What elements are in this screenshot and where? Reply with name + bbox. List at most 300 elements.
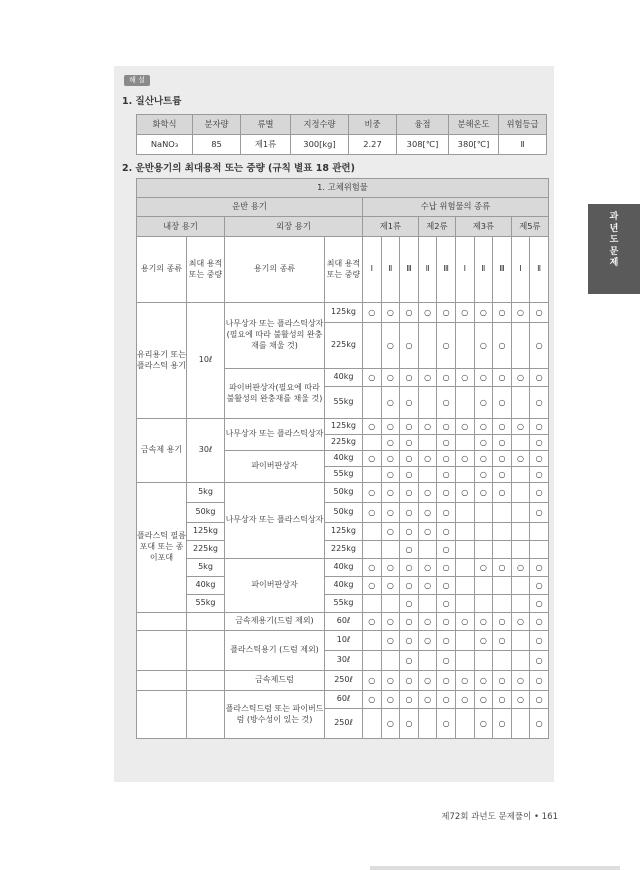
- properties-data-row: [137, 135, 547, 155]
- allowed-mark-cell: ○: [381, 559, 400, 577]
- container-row: [137, 631, 549, 651]
- allowed-mark-cell: [418, 541, 437, 559]
- allowed-mark-cell: ○: [381, 419, 400, 435]
- allowed-mark-cell: ○: [493, 613, 512, 631]
- transport-container-header: 운반 용기: [137, 198, 363, 217]
- allowed-mark-cell: [511, 387, 530, 419]
- header-cell: 융점: [397, 115, 449, 135]
- allowed-mark-cell: ○: [418, 483, 437, 503]
- allowed-mark-cell: [530, 523, 549, 541]
- allowed-mark-cell: ○: [400, 387, 419, 419]
- allowed-mark-cell: [418, 595, 437, 613]
- allowed-mark-cell: ○: [530, 595, 549, 613]
- allowed-mark-cell: ○: [363, 559, 382, 577]
- allowed-mark-cell: [418, 435, 437, 451]
- section-tab-label: 과 년 도 문 제: [609, 212, 619, 268]
- allowed-mark-cell: ○: [400, 541, 419, 559]
- allowed-mark-cell: ○: [493, 323, 512, 369]
- allowed-mark-cell: ○: [381, 369, 400, 387]
- allowed-mark-cell: ○: [530, 419, 549, 435]
- allowed-mark-cell: ○: [437, 709, 456, 739]
- cell: 85: [193, 135, 241, 155]
- allowed-mark-cell: [530, 541, 549, 559]
- allowed-mark-cell: ○: [400, 651, 419, 671]
- allowed-mark-cell: [493, 503, 512, 523]
- allowed-mark-cell: ○: [474, 369, 493, 387]
- allowed-mark-cell: ○: [455, 451, 474, 467]
- grade-header: Ⅰ: [511, 237, 530, 303]
- outer-capacity: 125kg: [325, 303, 363, 323]
- allowed-mark-cell: ○: [530, 467, 549, 483]
- allowed-mark-cell: [493, 541, 512, 559]
- allowed-mark-cell: ○: [418, 671, 437, 691]
- inner-capacity: 225kg: [187, 541, 225, 559]
- allowed-mark-cell: ○: [400, 369, 419, 387]
- grade-header: Ⅰ: [363, 237, 382, 303]
- allowed-mark-cell: ○: [418, 369, 437, 387]
- allowed-mark-cell: ○: [474, 691, 493, 709]
- allowed-mark-cell: ○: [381, 303, 400, 323]
- allowed-mark-cell: ○: [530, 691, 549, 709]
- allowed-mark-cell: ○: [400, 577, 419, 595]
- allowed-mark-cell: [418, 467, 437, 483]
- outer-capacity: 250ℓ: [325, 709, 363, 739]
- allowed-mark-cell: ○: [437, 303, 456, 323]
- allowed-mark-cell: ○: [530, 369, 549, 387]
- section-tab: [588, 204, 640, 294]
- allowed-mark-cell: ○: [474, 613, 493, 631]
- inner-kind: 금속제 용기: [137, 419, 187, 483]
- outer-capacity: 30ℓ: [325, 651, 363, 671]
- container-table: [136, 178, 549, 739]
- outer-kind-header: 용기의 종류: [225, 237, 325, 303]
- header-cell: 위험등급: [499, 115, 547, 135]
- allowed-mark-cell: ○: [511, 559, 530, 577]
- container-row: [137, 523, 549, 541]
- allowed-mark-cell: ○: [381, 467, 400, 483]
- allowed-mark-cell: ○: [363, 691, 382, 709]
- allowed-mark-cell: ○: [381, 435, 400, 451]
- inner-capacity: 5kg: [187, 483, 225, 503]
- allowed-mark-cell: [363, 467, 382, 483]
- allowed-mark-cell: [418, 323, 437, 369]
- allowed-mark-cell: [455, 559, 474, 577]
- properties-table: [136, 114, 547, 155]
- allowed-mark-cell: ○: [363, 303, 382, 323]
- outer-capacity: 40kg: [325, 577, 363, 595]
- outer-capacity: 40kg: [325, 369, 363, 387]
- allowed-mark-cell: [455, 387, 474, 419]
- allowed-mark-cell: [474, 577, 493, 595]
- solution-badge: 해 설: [124, 75, 150, 86]
- grade-header: Ⅱ: [381, 237, 400, 303]
- allowed-mark-cell: ○: [474, 467, 493, 483]
- allowed-mark-cell: ○: [493, 451, 512, 467]
- allowed-mark-cell: ○: [418, 451, 437, 467]
- allowed-mark-cell: [363, 651, 382, 671]
- allowed-mark-cell: ○: [381, 691, 400, 709]
- inner-max-header: 최대 용적 또는 중량: [187, 237, 225, 303]
- allowed-mark-cell: ○: [474, 387, 493, 419]
- outer-capacity: 55kg: [325, 387, 363, 419]
- allowed-mark-cell: ○: [437, 387, 456, 419]
- empty-cell: [137, 631, 187, 671]
- outer-kind: 금속제드럼: [225, 671, 325, 691]
- allowed-mark-cell: [511, 595, 530, 613]
- allowed-mark-cell: [363, 523, 382, 541]
- allowed-mark-cell: ○: [400, 595, 419, 613]
- allowed-mark-cell: ○: [418, 631, 437, 651]
- class-2-header: 제2류: [418, 217, 455, 237]
- allowed-mark-cell: ○: [493, 369, 512, 387]
- allowed-mark-cell: ○: [437, 419, 456, 435]
- allowed-mark-cell: [511, 651, 530, 671]
- header-cell: 류별: [241, 115, 291, 135]
- allowed-mark-cell: [363, 631, 382, 651]
- grade-header: Ⅲ: [493, 237, 512, 303]
- allowed-mark-cell: [381, 595, 400, 613]
- allowed-mark-cell: ○: [381, 483, 400, 503]
- allowed-mark-cell: ○: [400, 467, 419, 483]
- allowed-mark-cell: ○: [530, 451, 549, 467]
- class-3-header: 제3류: [455, 217, 511, 237]
- allowed-mark-cell: [418, 651, 437, 671]
- allowed-mark-cell: [474, 503, 493, 523]
- inner-kind: 유리용기 또는 플라스틱 용기: [137, 303, 187, 419]
- allowed-mark-cell: ○: [437, 595, 456, 613]
- allowed-mark-cell: ○: [530, 303, 549, 323]
- allowed-mark-cell: ○: [530, 483, 549, 503]
- allowed-mark-cell: ○: [474, 631, 493, 651]
- allowed-mark-cell: [511, 435, 530, 451]
- allowed-mark-cell: [455, 595, 474, 613]
- outer-kind: 나무상자 또는 플라스틱상자(필요에 따라 불활성의 완충재를 채울 것): [225, 303, 325, 369]
- header-cell: 분자량: [193, 115, 241, 135]
- allowed-mark-cell: [493, 577, 512, 595]
- allowed-mark-cell: ○: [363, 369, 382, 387]
- allowed-mark-cell: ○: [400, 559, 419, 577]
- cell: 380[℃]: [449, 135, 499, 155]
- allowed-mark-cell: ○: [381, 503, 400, 523]
- allowed-mark-cell: [363, 435, 382, 451]
- inner-capacity: 55kg: [187, 595, 225, 613]
- allowed-mark-cell: ○: [455, 671, 474, 691]
- allowed-mark-cell: ○: [530, 323, 549, 369]
- allowed-mark-cell: [455, 577, 474, 595]
- inner-kind-header: 용기의 종류: [137, 237, 187, 303]
- allowed-mark-cell: ○: [474, 419, 493, 435]
- cell: Ⅱ: [499, 135, 547, 155]
- container-row: [137, 595, 549, 613]
- outer-capacity: 40kg: [325, 451, 363, 467]
- allowed-mark-cell: ○: [474, 435, 493, 451]
- header-cell: 지정수량: [291, 115, 349, 135]
- allowed-mark-cell: ○: [511, 691, 530, 709]
- allowed-mark-cell: ○: [530, 651, 549, 671]
- hazard-class-header: 수납 위험물의 종류: [363, 198, 549, 217]
- allowed-mark-cell: ○: [530, 613, 549, 631]
- grade-header: Ⅲ: [400, 237, 419, 303]
- allowed-mark-cell: [455, 503, 474, 523]
- allowed-mark-cell: ○: [400, 671, 419, 691]
- allowed-mark-cell: ○: [474, 671, 493, 691]
- inner-capacity: 125kg: [187, 523, 225, 541]
- allowed-mark-cell: ○: [530, 631, 549, 651]
- table-title-row: [137, 179, 549, 198]
- allowed-mark-cell: ○: [493, 691, 512, 709]
- header-cell: 분해온도: [449, 115, 499, 135]
- allowed-mark-cell: ○: [493, 387, 512, 419]
- allowed-mark-cell: ○: [493, 419, 512, 435]
- allowed-mark-cell: [418, 709, 437, 739]
- allowed-mark-cell: [511, 503, 530, 523]
- outer-capacity: 50kg: [325, 503, 363, 523]
- outer-capacity: 225kg: [325, 435, 363, 451]
- outer-capacity: 55kg: [325, 595, 363, 613]
- allowed-mark-cell: ○: [493, 631, 512, 651]
- class-5-header: 제5류: [511, 217, 548, 237]
- cell: 300[kg]: [291, 135, 349, 155]
- inner-kind: 플라스틱 필름포대 또는 종이포대: [137, 483, 187, 613]
- allowed-mark-cell: ○: [363, 503, 382, 523]
- allowed-mark-cell: [455, 323, 474, 369]
- allowed-mark-cell: ○: [400, 323, 419, 369]
- allowed-mark-cell: ○: [437, 691, 456, 709]
- allowed-mark-cell: [381, 651, 400, 671]
- allowed-mark-cell: [363, 541, 382, 559]
- outer-capacity: 125kg: [325, 523, 363, 541]
- allowed-mark-cell: [363, 323, 382, 369]
- allowed-mark-cell: ○: [400, 303, 419, 323]
- empty-cell: [137, 691, 187, 739]
- allowed-mark-cell: ○: [530, 503, 549, 523]
- allowed-mark-cell: [474, 595, 493, 613]
- allowed-mark-cell: ○: [400, 483, 419, 503]
- allowed-mark-cell: ○: [400, 709, 419, 739]
- allowed-mark-cell: ○: [418, 613, 437, 631]
- page-footer: 제72회 과년도 문제풀이 • 161: [441, 812, 558, 822]
- outer-capacity: 55kg: [325, 467, 363, 483]
- allowed-mark-cell: ○: [437, 631, 456, 651]
- outer-capacity: 50kg: [325, 483, 363, 503]
- allowed-mark-cell: ○: [437, 503, 456, 523]
- allowed-mark-cell: ○: [511, 303, 530, 323]
- container-row: [137, 483, 549, 503]
- allowed-mark-cell: ○: [418, 419, 437, 435]
- allowed-mark-cell: ○: [437, 523, 456, 541]
- inner-capacity: 5kg: [187, 559, 225, 577]
- container-row: [137, 503, 549, 523]
- allowed-mark-cell: [455, 651, 474, 671]
- allowed-mark-cell: [511, 577, 530, 595]
- allowed-mark-cell: ○: [418, 577, 437, 595]
- allowed-mark-cell: ○: [400, 691, 419, 709]
- allowed-mark-cell: ○: [400, 503, 419, 523]
- allowed-mark-cell: ○: [400, 419, 419, 435]
- container-row: [137, 541, 549, 559]
- allowed-mark-cell: ○: [381, 387, 400, 419]
- cell: NaNO₃: [137, 135, 193, 155]
- inner-capacity: 50kg: [187, 503, 225, 523]
- empty-cell: [187, 613, 225, 631]
- allowed-mark-cell: ○: [437, 559, 456, 577]
- allowed-mark-cell: [455, 631, 474, 651]
- container-row: [137, 419, 549, 435]
- allowed-mark-cell: ○: [437, 671, 456, 691]
- grade-header: Ⅲ: [437, 237, 456, 303]
- outer-kind: 파이버판상자(필요에 따라 불활성의 완충재를 채울 것): [225, 369, 325, 419]
- allowed-mark-cell: ○: [381, 577, 400, 595]
- outer-kind: 금속제용기(드럼 제외): [225, 613, 325, 631]
- allowed-mark-cell: [511, 709, 530, 739]
- outer-capacity: 40kg: [325, 559, 363, 577]
- allowed-mark-cell: ○: [400, 451, 419, 467]
- container-row: [137, 303, 549, 323]
- allowed-mark-cell: [455, 467, 474, 483]
- allowed-mark-cell: ○: [381, 451, 400, 467]
- allowed-mark-cell: ○: [455, 483, 474, 503]
- allowed-mark-cell: ○: [437, 467, 456, 483]
- allowed-mark-cell: ○: [455, 369, 474, 387]
- allowed-mark-cell: ○: [511, 369, 530, 387]
- allowed-mark-cell: ○: [474, 303, 493, 323]
- allowed-mark-cell: ○: [530, 387, 549, 419]
- allowed-mark-cell: ○: [530, 577, 549, 595]
- allowed-mark-cell: ○: [381, 631, 400, 651]
- bleed-line: [370, 866, 620, 870]
- allowed-mark-cell: ○: [493, 435, 512, 451]
- allowed-mark-cell: [455, 435, 474, 451]
- header-cell: 화학식: [137, 115, 193, 135]
- outer-container-header: 외장 용기: [225, 217, 363, 237]
- allowed-mark-cell: ○: [474, 451, 493, 467]
- allowed-mark-cell: ○: [437, 369, 456, 387]
- empty-cell: [137, 613, 187, 631]
- allowed-mark-cell: [511, 631, 530, 651]
- allowed-mark-cell: ○: [400, 631, 419, 651]
- header-cell: 비중: [349, 115, 397, 135]
- allowed-mark-cell: ○: [381, 613, 400, 631]
- container-row: [137, 577, 549, 595]
- container-row: [137, 559, 549, 577]
- allowed-mark-cell: ○: [363, 451, 382, 467]
- container-row: [137, 671, 549, 691]
- allowed-mark-cell: [493, 595, 512, 613]
- allowed-mark-cell: ○: [493, 303, 512, 323]
- allowed-mark-cell: ○: [400, 435, 419, 451]
- outer-capacity: 10ℓ: [325, 631, 363, 651]
- grade-header: Ⅰ: [455, 237, 474, 303]
- container-row: [137, 613, 549, 631]
- allowed-mark-cell: ○: [418, 559, 437, 577]
- allowed-mark-cell: ○: [437, 651, 456, 671]
- allowed-mark-cell: ○: [418, 303, 437, 323]
- allowed-mark-cell: ○: [363, 671, 382, 691]
- allowed-mark-cell: ○: [511, 671, 530, 691]
- allowed-mark-cell: ○: [474, 483, 493, 503]
- allowed-mark-cell: [363, 387, 382, 419]
- allowed-mark-cell: [381, 541, 400, 559]
- allowed-mark-cell: [474, 651, 493, 671]
- allowed-mark-cell: ○: [381, 671, 400, 691]
- allowed-mark-cell: ○: [418, 691, 437, 709]
- allowed-mark-cell: ○: [511, 419, 530, 435]
- section-2-title: 2. 운반용기의 최대용적 또는 중량 (규칙 별표 18 관련): [122, 163, 355, 174]
- class-1-header: 제1류: [363, 217, 419, 237]
- allowed-mark-cell: [511, 523, 530, 541]
- allowed-mark-cell: [363, 709, 382, 739]
- cell: 308[℃]: [397, 135, 449, 155]
- inner-capacity: 40kg: [187, 577, 225, 595]
- outer-kind: 나무상자 또는 플라스틱상자: [225, 419, 325, 451]
- empty-cell: [137, 671, 187, 691]
- allowed-mark-cell: ○: [418, 523, 437, 541]
- allowed-mark-cell: ○: [493, 671, 512, 691]
- outer-capacity: 60ℓ: [325, 613, 363, 631]
- outer-capacity: 60ℓ: [325, 691, 363, 709]
- inner-container-header: 내장 용기: [137, 217, 225, 237]
- allowed-mark-cell: ○: [363, 613, 382, 631]
- outer-capacity: 225kg: [325, 323, 363, 369]
- allowed-mark-cell: ○: [437, 613, 456, 631]
- cell: 2.27: [349, 135, 397, 155]
- allowed-mark-cell: ○: [381, 523, 400, 541]
- allowed-mark-cell: [511, 541, 530, 559]
- allowed-mark-cell: [493, 651, 512, 671]
- outer-kind: 파이버판상자: [225, 559, 325, 613]
- allowed-mark-cell: ○: [530, 671, 549, 691]
- allowed-mark-cell: [493, 523, 512, 541]
- column-header-row: [137, 237, 549, 303]
- allowed-mark-cell: ○: [493, 709, 512, 739]
- allowed-mark-cell: ○: [511, 613, 530, 631]
- container-row: [137, 691, 549, 709]
- allowed-mark-cell: [511, 467, 530, 483]
- allowed-mark-cell: ○: [493, 483, 512, 503]
- allowed-mark-cell: [363, 595, 382, 613]
- allowed-mark-cell: ○: [400, 523, 419, 541]
- allowed-mark-cell: [455, 523, 474, 541]
- allowed-mark-cell: [455, 709, 474, 739]
- table-title: 1. 고체위험물: [137, 179, 549, 198]
- outer-kind: 나무상자 또는 플라스틱상자: [225, 483, 325, 559]
- allowed-mark-cell: ○: [437, 323, 456, 369]
- allowed-mark-cell: ○: [418, 503, 437, 523]
- allowed-mark-cell: ○: [437, 483, 456, 503]
- cell: 제1류: [241, 135, 291, 155]
- allowed-mark-cell: ○: [511, 451, 530, 467]
- allowed-mark-cell: ○: [381, 709, 400, 739]
- grade-header: Ⅱ: [530, 237, 549, 303]
- allowed-mark-cell: ○: [455, 303, 474, 323]
- empty-cell: [187, 671, 225, 691]
- allowed-mark-cell: ○: [363, 483, 382, 503]
- allowed-mark-cell: ○: [363, 419, 382, 435]
- allowed-mark-cell: [455, 541, 474, 559]
- empty-cell: [187, 631, 225, 671]
- allowed-mark-cell: ○: [437, 541, 456, 559]
- allowed-mark-cell: ○: [455, 613, 474, 631]
- allowed-mark-cell: ○: [493, 467, 512, 483]
- outer-kind: 파이버판상자: [225, 451, 325, 483]
- allowed-mark-cell: ○: [530, 559, 549, 577]
- allowed-mark-cell: [474, 541, 493, 559]
- allowed-mark-cell: ○: [455, 419, 474, 435]
- outer-capacity: 125kg: [325, 419, 363, 435]
- allowed-mark-cell: ○: [474, 559, 493, 577]
- allowed-mark-cell: [511, 483, 530, 503]
- allowed-mark-cell: ○: [474, 323, 493, 369]
